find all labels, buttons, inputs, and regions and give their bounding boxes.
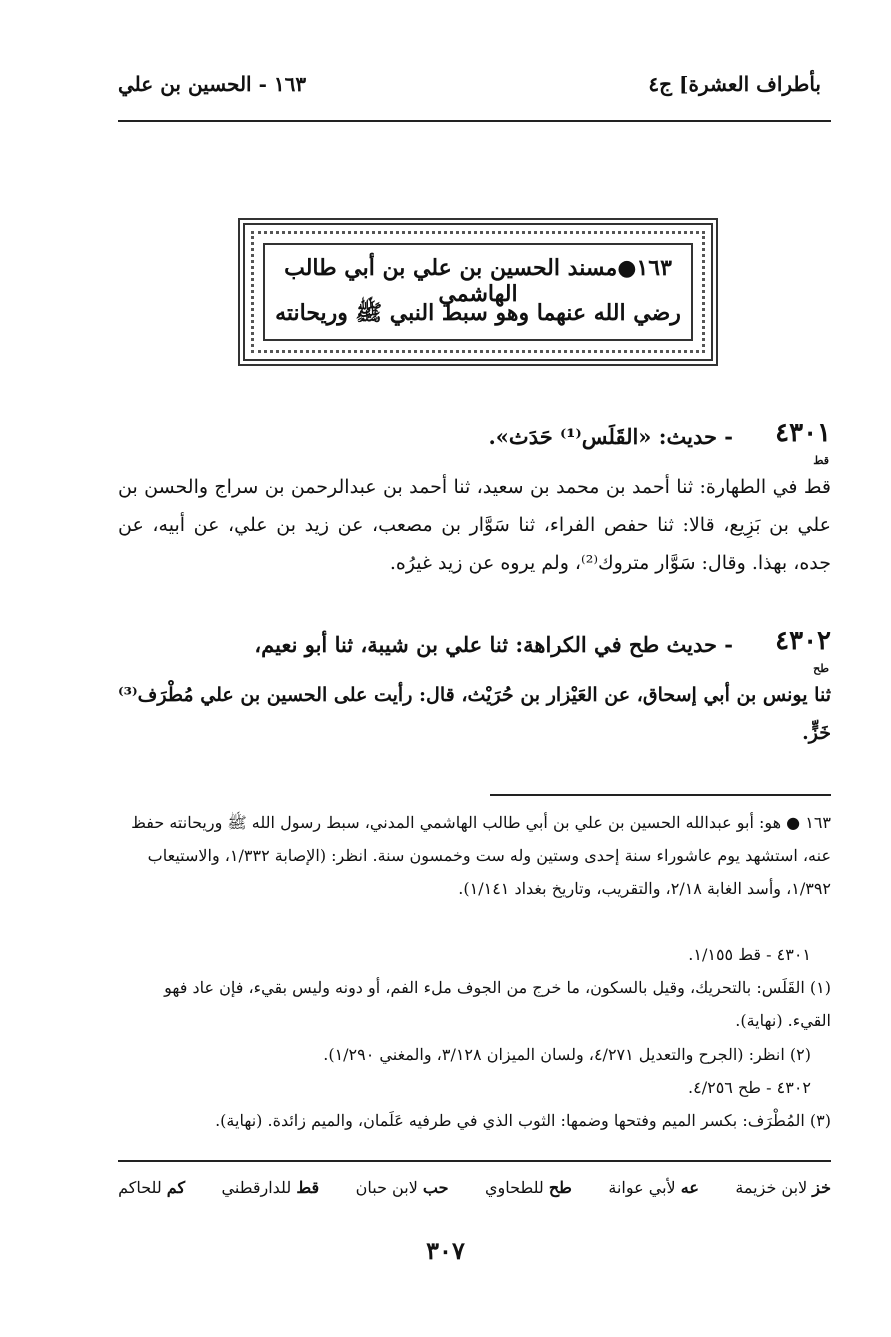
- abbreviation-legend: [118, 1178, 831, 1197]
- legend-item: حب لابن حبان: [355, 1178, 449, 1197]
- running-header: [118, 72, 821, 108]
- hadith-body-2: ثنا يونس بن أبي إسحاق، عن العَيْزار بن حُرَيْث، قال: رأيت على الحسين بن علي مُطْرَف⁽³⁾ خَزٍّ.: [118, 684, 831, 744]
- hadith-heading-1: - حديث: «القَلَس⁽¹⁾ حَدَث».: [488, 424, 733, 449]
- header-book-title: بأطراف العشرة] ج٤: [648, 72, 821, 96]
- hadith-number-2: ٤٣٠٢: [775, 626, 831, 656]
- hadith-heading-2: - حديث طح في الكراهة: ثنا علي بن شيبة، ثنا أبو نعيم،: [254, 632, 733, 657]
- legend-item: عه لأبي عوانة: [608, 1178, 699, 1197]
- ornamental-title-box: [238, 218, 718, 366]
- footnote-2: (٢) انظر: (الجرح والتعديل ٤/٢٧١، ولسان الميزان ٣/١٢٨، والمغني ١/٢٩٠).: [323, 1045, 811, 1064]
- title-line-2: رضي الله عنهما وهو سبط النبي ﷺ وريحانته: [275, 300, 681, 326]
- hadith-tag-1: قط: [813, 454, 829, 467]
- legend-item: كم للحاكم: [118, 1178, 186, 1197]
- legend-divider: [118, 1160, 831, 1162]
- title-box-inner: [263, 243, 693, 341]
- footnote-divider: [490, 794, 831, 796]
- header-section-title: ١٦٣ - الحسين بن علي: [118, 72, 307, 96]
- footnote-ref-4301: ٤٣٠١ - قط ١/١٥٥.: [688, 945, 811, 964]
- legend-item: قط للدارقطني: [221, 1178, 320, 1197]
- legend-item: خز لابن خزيمة: [735, 1178, 831, 1197]
- footnote-ref-4302: ٤٣٠٢ - طح ٤/٢٥٦.: [688, 1078, 811, 1097]
- legend-item: طح للطحاوي: [484, 1178, 572, 1197]
- page-number: ٣٠٧: [426, 1236, 465, 1265]
- footnote-1: (١) القَلَس: بالتحريك، وقيل بالسكون، ما خرج من الجوف ملء الفم، أو دونه وليس بقيء، فإن عاد فهو القيء. (نهاية).: [164, 978, 831, 1030]
- hadith-tag-2: طح: [813, 662, 829, 675]
- footnote-bio: ١٦٣ ● هو: أبو عبدالله الحسين بن علي بن أبي طالب الهاشمي المدني، سبط رسول الله ﷺ وريحانته حفظ عنه، استشهد يوم عاشوراء سنة إحدى وستين وله ست وخمسون سنة. انظر: (الإصابة ١/٣٣٢، والاستيعاب ١/٣٩٢، وأسد الغابة ٢/١٨، والتقريب، وتاريخ بغداد ١/١٤١).: [131, 813, 831, 898]
- footnote-3: (٣) المُطْرَف: بكسر الميم وفتحها وضمها: الثوب الذي في طرفيه عَلَمان، والميم زائدة. (نهاية).: [215, 1111, 831, 1130]
- hadith-number-1: ٤٣٠١: [775, 418, 831, 448]
- title-line-1: ١٦٣●مسند الحسين بن علي بن أبي طالب الهاشمي: [284, 255, 672, 307]
- hadith-body-1: قط في الطهارة: ثنا أحمد بن محمد بن سعيد، ثنا أحمد بن عبدالرحمن بن سراج والحسن بن علي بن بَزِيع، قالا: ثنا حفص الفراء، ثنا سَوَّار بن مصعب، عن زيد بن علي، عن أبيه، عن جده، بهذا. وقال: سَوَّار متروك⁽²⁾، ولم يروه عن زيد غيرُه.: [118, 476, 831, 574]
- header-divider: [118, 120, 831, 122]
